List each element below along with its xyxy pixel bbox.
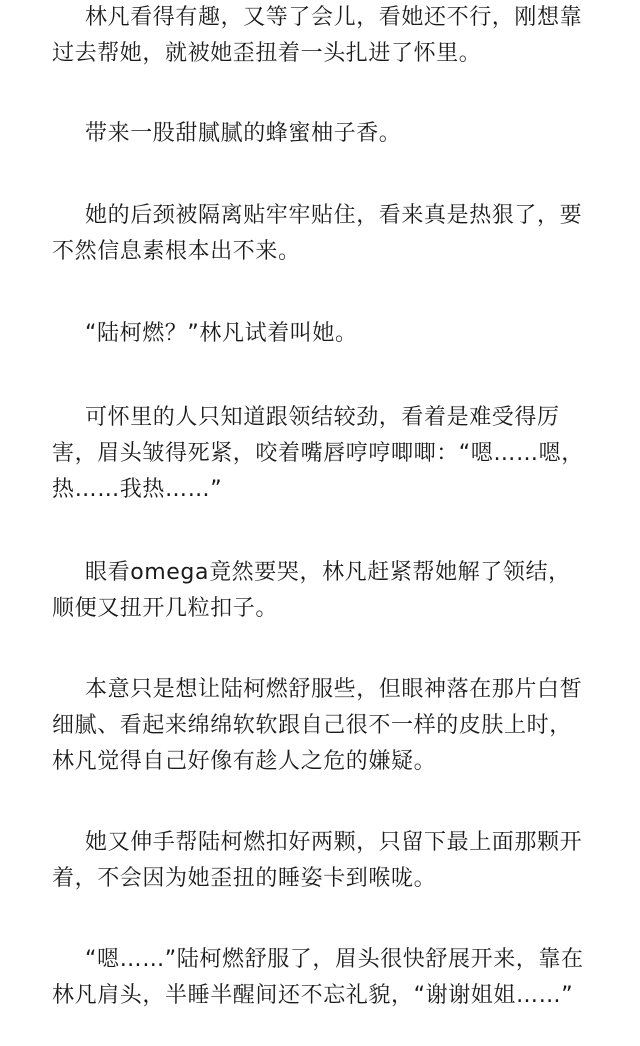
paragraph-9: “嗯……”陆柯燃舒服了，眉头很快舒展开来，靠在林凡肩头，半睡半醒间还不忘礼貌，“谢谢姐姐……” [52, 947, 584, 1008]
paragraph-4: “陆柯燃？”林凡试着叫她。 [85, 321, 358, 346]
paragraph-1: 林凡看得有趣，又等了会儿，看她还不行，刚想靠过去帮她，就被她歪扭着一头扎进了怀里。 [52, 5, 583, 66]
paragraph-3: 她的后颈被隔离贴牢牢贴住，看来真是热狠了，要不然信息素根本出不来。 [52, 203, 583, 264]
paragraph-5: 可怀里的人只知道跟领结较劲，看着是难受得厉害，眉头皱得死紧，咬着嘴唇哼哼唧唧：“嗯……嗯，热……我热……” [52, 405, 584, 502]
paragraph-8: 她又伸手帮陆柯燃扣好两颗，只留下最上面那颗开着，不会因为她歪扭的睡姿卡到喉咙。 [52, 830, 583, 891]
paragraph-2: 带来一股甜腻腻的蜂蜜柚子香。 [85, 121, 402, 146]
paragraph-7: 本意只是想让陆柯燃舒服些，但眼神落在那片白皙细腻、看起来绵绵软软跟自己很不一样的皮肤上时，林凡觉得自己好像有趁人之危的嫌疑。 [52, 677, 583, 774]
paragraph-6: 眼看omega竟然要哭，林凡赶紧帮她解了领结，顺便又扭开几粒扣子。 [52, 560, 571, 621]
